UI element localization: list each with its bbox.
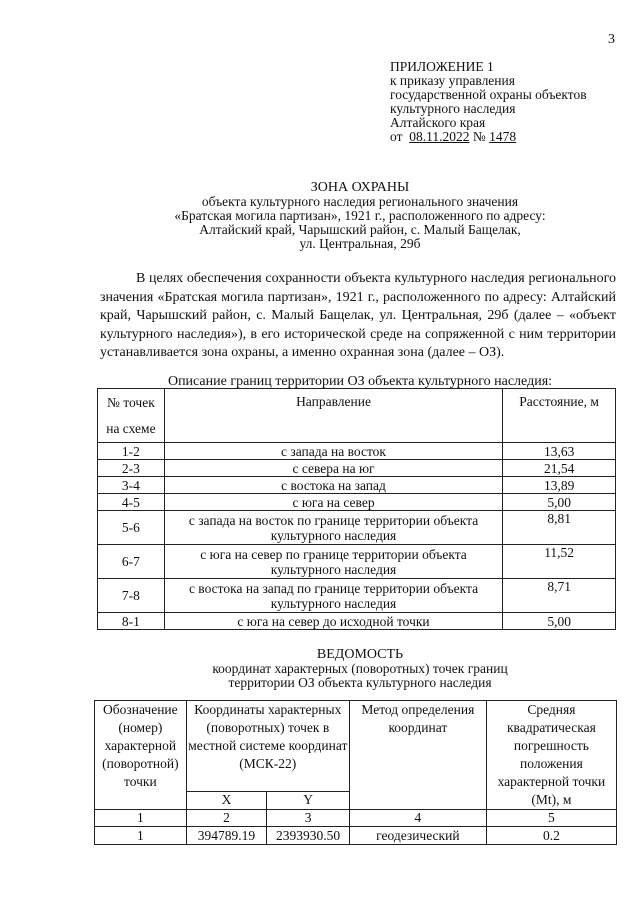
order-number: 1478 [489,129,517,144]
title-line: «Братская могила партизан», 1921 г., расположенного по адресу: [174,208,546,223]
vedomost-line: территории ОЗ объекта культурного наследия [228,675,492,690]
table-header-row [98,389,616,443]
header-y: Y [267,792,350,810]
row-direction: с востока на запад [164,477,502,494]
header-points-line2: на схеме [106,421,156,436]
column-number: 3 [267,810,350,827]
vedomost-main: ВЕДОМОСТЬ [316,647,404,662]
appendix-line: государственной охраны объектов [390,87,587,102]
header-method: Метод определения координат [349,701,486,810]
boundary-table [97,388,616,630]
table-caption: Описание границ территории ОЗ объекта культурного наследия: [167,374,553,389]
row-direction: с севера на юг [164,460,502,477]
row-distance: 21,54 [503,460,616,477]
row-distance: 8,81 [503,511,616,545]
row-distance: 5,00 [503,494,616,511]
row-points: 3-4 [98,477,165,494]
row-points: 8-1 [98,613,165,630]
vedomost-line: координат характерных (поворотных) точек границ [212,661,508,676]
table-row [98,579,616,613]
row-points: 5-6 [98,511,165,545]
coords-header-row [95,701,617,792]
row-points: 4-5 [98,494,165,511]
order-date: 08.11.2022 [409,129,470,144]
row-points: 6-7 [98,545,165,579]
vedomost-title [60,648,640,690]
table-row [98,511,616,545]
order-number-sign: № [472,129,486,144]
header-error: Средняя квадратическая погрешность положения характерной точки (Mt), м [486,701,616,810]
row-distance: 5,00 [503,613,616,630]
row-error: 0.2 [486,827,616,845]
title-line: объекта культурного наследия регионального значения [201,194,519,209]
title-line: Алтайский край, Чарышский район, с. Малый Бащелак, [199,222,521,237]
row-direction: с запада на восток [164,443,502,460]
row-distance: 13,63 [503,443,616,460]
column-number: 5 [486,810,616,827]
table-row [98,460,616,477]
row-point: 1 [95,827,187,845]
header-designation: Обозначение (номер) характерной (поворотной) точки [95,701,187,810]
coordinates-table [94,700,617,845]
row-y: 2393930.50 [267,827,350,845]
row-direction: с запада на восток по границе территории объекта культурного наследия [164,511,502,545]
row-direction: с юга на север по границе территории объекта культурного наследия [164,545,502,579]
row-x: 394789.19 [186,827,267,845]
table-row [98,545,616,579]
document-title [60,181,640,251]
coords-number-row [95,810,617,827]
row-points: 7-8 [98,579,165,613]
row-direction: с юга на север до исходной точки [164,613,502,630]
row-distance: 13,89 [503,477,616,494]
header-coordinates: Координаты характерных (поворотных) точек в местной системе координат (МСК-22) [186,701,349,792]
header-points-line1: № точек [107,395,155,410]
column-number: 1 [95,810,187,827]
column-number: 4 [349,810,486,827]
page-number: 3 [608,32,615,47]
appendix-line: Алтайского края [390,115,486,130]
appendix-line: ПРИЛОЖЕНИЕ 1 [390,59,494,74]
header-distance: Расстояние, м [503,389,616,443]
row-points: 2-3 [98,460,165,477]
table-row [98,477,616,494]
table-row [98,494,616,511]
table-row [98,613,616,630]
table-row [95,827,617,845]
column-number: 2 [186,810,267,827]
header-x: X [186,792,267,810]
row-points: 1-2 [98,443,165,460]
row-method: геодезический [349,827,486,845]
header-points [98,389,165,443]
header-direction: Направление [164,389,502,443]
intro-paragraph [100,270,616,363]
appendix-line: к приказу управления [390,73,515,88]
row-distance: 11,52 [503,545,616,579]
row-direction: с востока на запад по границе территории объекта культурного наследия [164,579,502,613]
appendix-block [390,60,587,144]
appendix-line: культурного наследия [390,101,516,116]
intro-text: В целях обеспечения сохранности объекта культурного наследия регионального значения «Братская могила партизан», 1921 г., расположенного по адресу: Алтайский край, Чарышский район, с. Малый Бащелак, ул. Центральная, 29б (далее – «объект культурного наследия»), в его исторической среде на сопряженной с ним территории устанавливается зона охраны, а именно охранная зона (далее – ОЗ). [100,271,616,361]
title-line: ул. Центральная, 29б [299,236,421,251]
order-ref-prefix: от [390,129,403,144]
row-distance: 8,71 [503,579,616,613]
order-reference [390,130,587,144]
row-direction: с юга на север [164,494,502,511]
table-row [98,443,616,460]
title-main: ЗОНА ОХРАНЫ [310,180,410,195]
